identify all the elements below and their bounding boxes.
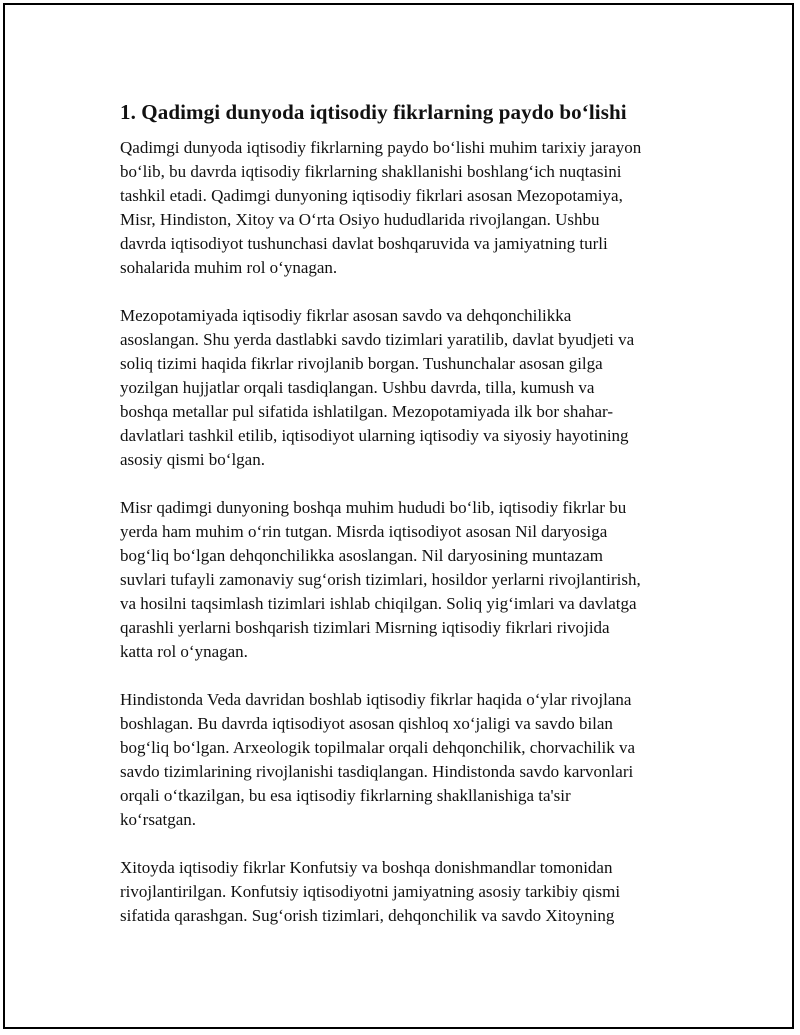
text-line: Mezopotamiyada iqtisodiy fikrlar asosan savdo va dehqonchilikka: [120, 306, 572, 325]
paragraph-china: [120, 856, 695, 928]
text-line: davrda iqtisodiyot tushunchasi davlat boshqaruvida va jamiyatning turli: [120, 234, 608, 253]
text-line: suvlari tufayli zamonaviy sug‘orish tizimlari, hosildor yerlarni rivojlantirish,: [120, 570, 641, 589]
paragraph-intro: [120, 136, 695, 280]
text-line: rivojlantirilgan. Konfutsiy iqtisodiyotni jamiyatning asosiy tarkibiy qismi: [120, 882, 621, 901]
text-line: Xitoyda iqtisodiy fikrlar Konfutsiy va boshqa donishmandlar tomonidan: [120, 858, 613, 877]
section-heading: 1. Qadimgi dunyoda iqtisodiy fikrlarning paydo bo‘lishi: [120, 100, 627, 124]
text-line: sifatida qarashgan. Sug‘orish tizimlari, dehqonchilik va savdo Xitoyning: [120, 906, 615, 925]
text-line: savdo tizimlarining rivojlanishi tasdiqlangan. Hindistonda savdo karvonlari: [120, 762, 634, 781]
text-line: davlatlari tashkil etilib, iqtisodiyot ularning iqtisodiy va siyosiy hayotining: [120, 426, 629, 445]
text-line: bo‘lib, bu davrda iqtisodiy fikrlarning shakllanishi boshlang‘ich nuqtasini: [120, 162, 622, 181]
text-line: qarashli yerlarni boshqarish tizimlari Misrning iqtisodiy fikrlari rivojida: [120, 618, 610, 637]
text-line: katta rol o‘ynagan.: [120, 642, 248, 661]
text-line: asosiy qismi bo‘lgan.: [120, 450, 265, 469]
text-line: va hosilni taqsimlash tizimlari ishlab chiqilgan. Soliq yig‘imlari va davlatga: [120, 594, 637, 613]
text-line: Hindistonda Veda davridan boshlab iqtisodiy fikrlar haqida o‘ylar rivojlana: [120, 690, 632, 709]
text-line: Qadimgi dunyoda iqtisodiy fikrlarning paydo bo‘lishi muhim tarixiy jarayon: [120, 138, 642, 157]
paragraph-india: [120, 688, 695, 832]
paragraph-mesopotamia: [120, 304, 695, 472]
text-line: Misr qadimgi dunyoning boshqa muhim hududi bo‘lib, iqtisodiy fikrlar bu: [120, 498, 627, 517]
document-body: [120, 97, 695, 952]
text-line: yozilgan hujjatlar orqali tasdiqlangan. Ushbu davrda, tilla, kumush va: [120, 378, 595, 397]
text-line: ko‘rsatgan.: [120, 810, 197, 829]
text-line: tashkil etadi. Qadimgi dunyoning iqtisodiy fikrlari asosan Mezopotamiya,: [120, 186, 623, 205]
paragraph-egypt: [120, 496, 695, 664]
text-line: sohalarida muhim rol o‘ynagan.: [120, 258, 338, 277]
text-line: yerda ham muhim o‘rin tutgan. Misrda iqtisodiyot asosan Nil daryosiga: [120, 522, 608, 541]
text-line: soliq tizimi haqida fikrlar rivojlanib borgan. Tushunchalar asosan gilga: [120, 354, 603, 373]
page-frame: [3, 3, 794, 1029]
text-line: boshqa metallar pul sifatida ishlatilgan. Mezopotamiyada ilk bor shahar-: [120, 402, 613, 421]
text-line: orqali o‘tkazilgan, bu esa iqtisodiy fikrlarning shakllanishiga ta'sir: [120, 786, 571, 805]
text-line: Misr, Hindiston, Xitoy va O‘rta Osiyo hududlarida rivojlangan. Ushbu: [120, 210, 600, 229]
text-line: bog‘liq bo‘lgan. Arxeologik topilmalar orqali dehqonchilik, chorvachilik va: [120, 738, 636, 757]
text-line: boshlagan. Bu davrda iqtisodiyot asosan qishloq xo‘jaligi va savdo bilan: [120, 714, 613, 733]
text-line: bog‘liq bo‘lgan dehqonchilikka asoslangan. Nil daryosining muntazam: [120, 546, 603, 565]
text-line: asoslangan. Shu yerda dastlabki savdo tizimlari yaratilib, davlat byudjeti va: [120, 330, 635, 349]
